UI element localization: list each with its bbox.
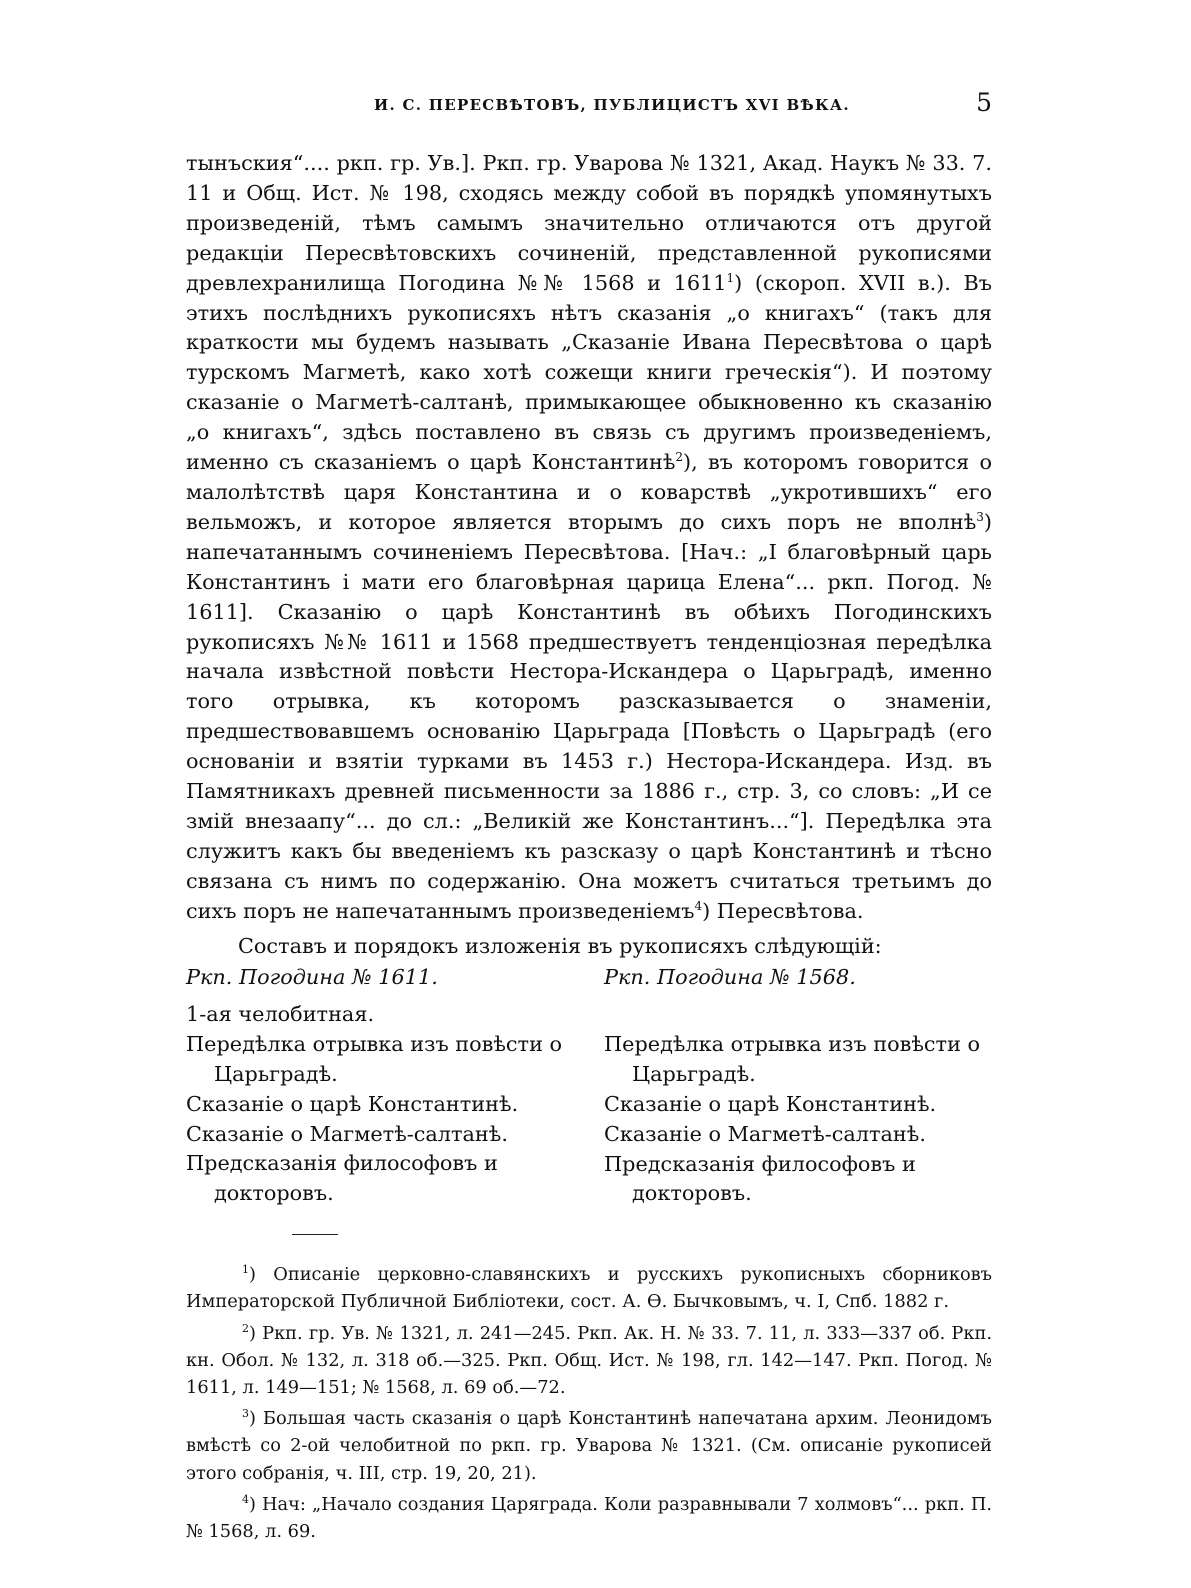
list-item: Сказаніе о царѣ Константинѣ. [604, 1092, 937, 1117]
main-text [186, 149, 992, 961]
footnote-ref: 3 [976, 509, 984, 524]
list-item: Передѣлка отрывка изъ повѣсти о Царьградѣ. [186, 1032, 563, 1087]
list-item: Предсказанія философовъ и докторовъ. [186, 1151, 498, 1206]
list-item: Сказаніе о Магметѣ-салтанѣ. [604, 1121, 926, 1146]
manuscript-comparison [186, 963, 992, 1209]
book-page [186, 88, 992, 1549]
footnote-ref: 4 [694, 898, 703, 913]
footnote: $^1$) Описаніе церковно-славянскихъ и русскихъ рукописныхъ сборниковъ Императорской Публичной Библіотеки, сост. А. Ѳ. Бычковымъ, ч. I, Спб. 1882 г. [186, 1263, 992, 1313]
footnote: $^2$) Ркп. гр. Ув. № 1321, л. 241—245. Ркп. Ак. Н. № 33. 7. 11, л. 333—337 об. Ркп. кн. Обол. № 132, л. 318 об.—325. Ркп. Общ. Ист. № 198, гл. 142—147. Ркп. Погод. № 1611, л. 149—151; № 1568, л. 69 об.—72. [186, 1321, 992, 1399]
column-spacer [604, 1000, 992, 1030]
footnote-mark: 2 [242, 1321, 249, 1335]
list-item: Сказаніе о Магметѣ-салтанѣ. [186, 1121, 508, 1146]
list-item: Предсказанія философовъ и докторовъ. [604, 1151, 916, 1206]
column-heading: Ркп. Погодина № 1611. [186, 965, 438, 990]
footnote-mark: 1 [242, 1263, 249, 1277]
page-header [186, 88, 992, 120]
footnote-ref: 1 [726, 270, 735, 285]
footnote-mark: 3 [242, 1407, 249, 1421]
footnote: $^3$) Большая часть сказанія о царѣ Константинѣ напечатана архим. Леонидомъ вмѣстѣ со 2-ой челобитной по ркп. гр. Уварова № 1321. (См. описаніе рукописей этого собранія, ч. III, стр. 19, 20, 21). [186, 1407, 992, 1484]
footnote-ref: 2 [675, 450, 684, 465]
paragraph: тынъския“.... ркп. гр. Ув.]. Ркп. гр. Уварова № 1321, Акад. Наукъ № 33. 7. 11 и Общ. Ист. № 198, сходясь между собой въ порядкѣ упомянутыхъ произведеній, тѣмъ самымъ значительно отличаются отъ другой редакціи Пересвѣтовскихъ сочиненій, представленной рукописями древлехранилища Погодина №№ 1568 и 1611$^1$) (скороп. XVII в.). Въ этихъ послѣднихъ рукописяхъ нѣтъ сказанія „о книгахъ“ (такъ для краткости мы будемъ называть „Сказаніе Ивана Пересвѣтова о царѣ турскомъ Магметѣ, како хотѣ сожещи книги греческія“). И поэтому сказаніе о Магметѣ-салтанѣ, примыкающее обыкновенно къ сказанію „о книгахъ“, здѣсь поставлено въ связь съ другимъ произведеніемъ, именно съ сказаніемъ о царѣ Константинѣ$^2$), въ которомъ говорится о малолѣтствѣ царя Константина и о коварствѣ „укротившихъ“ его вельможъ, и которое является вторымъ до сихъ поръ не вполнѣ$^3$) напечатаннымъ сочиненіемъ Пересвѣтова. [Нач.: „І благовѣрный царь Константинъ і мати его благовѣрная царица Елена“... ркп. Погод. № 1611]. Сказанію о царѣ Константинѣ въ обѣихъ Погодинскихъ рукописяхъ №№ 1611 и 1568 предшествуетъ тенденціозная передѣлка начала извѣстной повѣсти Нестора-Искандера о Царьградѣ, именно того отрывка, къ которомъ разсказывается о знаменіи, предшествовавшемъ основанію Царьграда [Повѣсть о Царьградѣ (его основаніи и взятіи турками въ 1453 г.) Нестора-Искандера. Изд. въ Памятникахъ древней письменности за 1886 г., стр. 3, со словъ: „И се змій внезаапу“... до сл.: „Великій же Константинъ...“]. Передѣлка эта служитъ какъ бы введеніемъ къ разсказу о царѣ Константинѣ и тѣсно связана съ нимъ по содержанію. Она можетъ считаться третьимъ до сихъ поръ не напечатаннымъ произведеніемъ$^4$) Пересвѣтова. [186, 151, 992, 923]
footnote-mark: 4 [242, 1492, 249, 1506]
running-title: И. С. ПЕРЕСВѢТОВЪ, ПУБЛИЦИСТЪ XVI ВѢКА. [374, 96, 850, 114]
footnotes [186, 1261, 992, 1545]
footnote: $^4$) Нач: „Начало создания Царяграда. Коли разравнывали 7 холмовъ“... ркп. П. № 1568, л. 69. [186, 1492, 992, 1543]
column-right [604, 963, 992, 1209]
list-item: 1-ая челобитная. [186, 1002, 375, 1027]
list-item: Передѣлка отрывка изъ повѣсти о Царьградѣ. [604, 1032, 981, 1087]
lead-sentence: Составъ и порядокъ изложенія въ рукописяхъ слѣдующій: [238, 933, 882, 958]
column-heading: Ркп. Погодина № 1568. [604, 965, 856, 990]
footnote-divider [292, 1234, 338, 1235]
list-item: Сказаніе о царѣ Константинѣ. [186, 1091, 519, 1116]
column-left [186, 963, 574, 1209]
page-number: 5 [976, 88, 992, 117]
